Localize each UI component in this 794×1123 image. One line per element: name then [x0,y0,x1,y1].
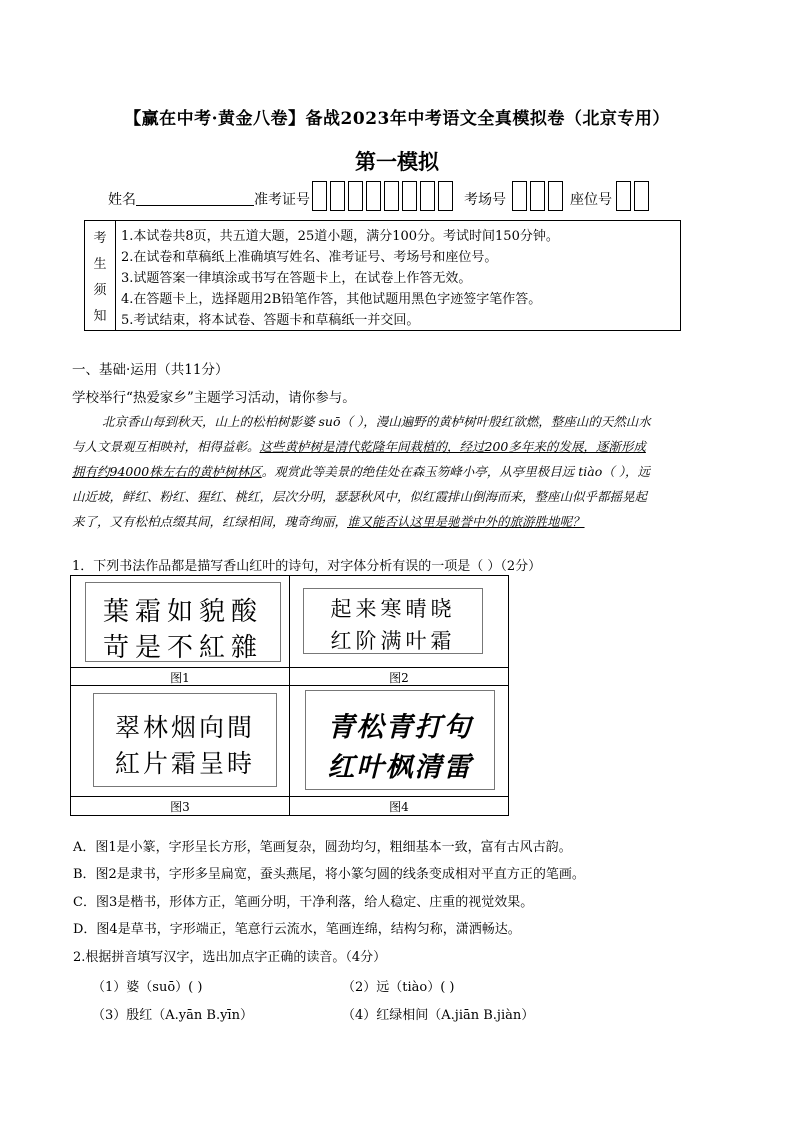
passage-line [72,437,646,455]
calligraphy-figure-table [70,575,509,816]
room-number-cell[interactable] [530,181,545,211]
figure-4-line: 红叶枫清雷 [327,752,473,783]
figure-2-line: 起来寒晴晓 [330,597,456,621]
notice-rule: 4.在答题卡上，选择题用2B铅笔作答，其他试题用黑色字迹签字笔作答。 [121,292,542,307]
table-divider [289,576,290,815]
question-2-item: （3）殷红（A.yān B.yīn） [92,1008,253,1023]
question-1-option-a: A．图1是小篆，字形呈长方形，笔画复杂，圆劲均匀，粗细基本一致，富有古风古韵。 [73,840,572,855]
name-field[interactable] [136,205,254,206]
question-1-option-c: C．图3是楷书，形体方正，笔画分明，干净利落，给人稳定、庄重的视觉效果。 [73,895,534,910]
exam-number-cell[interactable] [366,181,381,211]
notice-side-char: 生 [93,257,107,272]
passage-text: 。观赏此等美景的绝佳处在森玉笏峰小亭，从亭里极目远 tiào（ ），远 [261,464,650,479]
question-2-item: （2）远（tiào）( ) [342,980,455,995]
passage-line [72,512,585,530]
name-label: 姓名 [108,192,136,208]
exam-number-cell[interactable] [402,181,417,211]
figure-1-line: 葉霜如貌酸 [102,597,263,627]
figure-2-label: 图2 [389,671,409,685]
exam-number-cell[interactable] [330,181,345,211]
exam-number-cell[interactable] [420,181,435,211]
figure-3-line: 翠林烟向間 [114,713,255,742]
exam-number-label: 准考证号 [254,192,310,208]
question-2-item: （4）红绿相间（A.jiān B.jiàn） [342,1008,535,1023]
table-divider [71,667,508,668]
notice-rule: 1.本试卷共8页，共五道大题，25道小题，满分100分。考试时间150分钟。 [121,229,559,244]
passage-text: 来了，又有松柏点缀其间，红绿相间，瑰奇绚丽， [72,514,348,529]
figure-4-label: 图4 [389,800,409,814]
figure-1-image [85,582,281,662]
seat-number-cell[interactable] [634,181,649,211]
figure-1-label: 图1 [170,671,190,685]
room-number-cell[interactable] [512,181,527,211]
question-1-option-d: D．图4是草书，字形端正，笔意行云流水，笔画连绵，结构匀称，潇洒畅达。 [73,922,521,937]
notice-rule: 3.试题答案一律填涂或书写在答题卡上，在试卷上作答无效。 [121,271,472,286]
passage-underlined-text: 这些黄栌树是清代乾隆年间栽植的，经过200多年来的发展，逐渐形成 [259,439,646,454]
seat-number-cell[interactable] [616,181,631,211]
figure-4-image [305,690,495,790]
section-intro: 学校举行“热爱家乡”主题学习活动，请你参与。 [72,390,356,406]
notice-rule: 5.考试结束，将本试卷、答题卡和草稿纸一并交回。 [121,313,420,328]
table-divider [71,796,508,797]
exam-number-cell[interactable] [438,181,453,211]
question-1-stem: 1．下列书法作品都是描写香山红叶的诗句，对字体分析有误的一项是（ ）（2分） [72,559,542,574]
exam-number-cell[interactable] [312,181,327,211]
question-1-option-b: B．图2是隶书，字形多呈扁宽，蚕头燕尾，将小篆匀圆的线条变成相对平直方正的笔画。 [73,867,585,882]
passage-underlined-text: 谁又能否认这里是驰誉中外的旅游胜地呢？ [347,514,585,529]
figure-2-image [303,588,483,654]
passage-line: 山近坡，鲜红、粉红、猩红、桃红，层次分明，瑟瑟秋风中，似红霞排山倒海而来，整座山似乎都摇晃起 [72,489,648,504]
figure-3-line: 紅片霜呈時 [114,749,255,778]
room-label: 考场号 [464,192,506,208]
figure-2-line: 红阶满叶霜 [330,629,456,653]
notice-side-char: 知 [93,309,107,324]
exam-number-cell[interactable] [384,181,399,211]
passage-text: 与人文景观互相映衬，相得益彰。 [72,439,260,454]
passage-line [72,462,650,480]
document-title: 【赢在中考·黄金八卷】备战2023年中考语文全真模拟卷（北京专用） [124,109,670,129]
candidate-notice-box [84,220,681,331]
seat-label: 座位号 [570,192,612,208]
section-heading: 一、基础·运用（共11分） [72,362,229,378]
document-subtitle: 第一模拟 [355,149,439,174]
question-2-item: （1）婆（suō）( ) [92,980,203,995]
notice-side-label [85,221,116,330]
figure-3-label: 图3 [170,800,190,814]
figure-3-image [93,693,277,787]
room-number-cell[interactable] [548,181,563,211]
question-2-stem: 2.根据拼音填写汉字，选出加点字正确的读音。（4分） [73,950,387,965]
notice-rule: 2.在试卷和草稿纸上准确填写姓名、准考证号、考场号和座位号。 [121,250,498,265]
passage-underlined-text: 拥有约94000株左右的黄栌树林区 [72,464,262,479]
reading-passage [72,412,724,540]
passage-line: 北京香山每到秋天，山上的松柏树影婆 suō（ ），漫山遍野的黄栌树叶殷红欲燃，整座山的天然山水 [102,414,651,429]
figure-4-line: 青松青打句 [327,712,473,743]
figure-1-line: 苛是不紅雜 [102,633,263,663]
notice-side-char: 考 [93,231,107,246]
notice-side-char: 须 [93,283,107,298]
exam-number-cell[interactable] [348,181,363,211]
